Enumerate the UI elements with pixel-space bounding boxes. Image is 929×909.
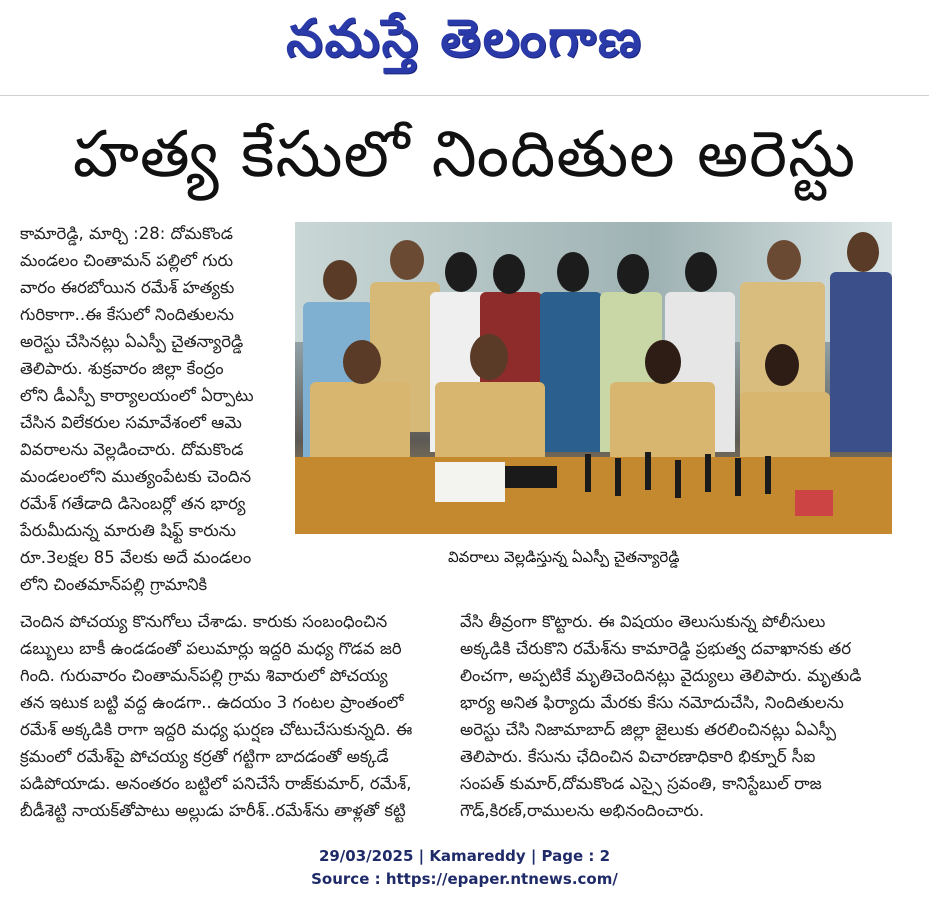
- officer-head: [343, 340, 381, 384]
- microphone: [705, 454, 711, 492]
- text-line: వివరాలను వెల్లడించారు. దోమకొండ: [20, 440, 244, 459]
- text-line: వారం ఈరబోయిన రమేశ్ హత్యకు: [20, 278, 235, 297]
- person: [830, 272, 892, 452]
- papers: [435, 462, 505, 502]
- text-line: లోని చింతమాన్‌పల్లి గ్రామానికి: [20, 575, 208, 594]
- text-line: గింది. గురువారం చింతామన్‌పల్లి గ్రామ శివారులో పోచయ్య: [20, 666, 388, 685]
- masked-head: [617, 254, 649, 294]
- microphone: [765, 456, 771, 494]
- text-line: రూ.3లక్షల 85 వేలకు అదే మండలం: [20, 548, 252, 567]
- microphone: [615, 458, 621, 496]
- phone-screen: [795, 490, 833, 516]
- text-line: కామారెడ్డి, మార్చి :28: దోమకొండ: [20, 224, 233, 243]
- headline: [0, 115, 929, 210]
- masked-head: [493, 254, 525, 294]
- headline-text: హత్య కేసులో నిందితుల అరెస్టు: [72, 118, 857, 192]
- article-column-a: [20, 220, 282, 598]
- masked-head: [557, 252, 589, 292]
- text-line: గురికాగా..ఈ కేసులో నిందితులను: [20, 305, 235, 324]
- photo-caption: వివరాలు వెల్లడిస్తున్న ఏఎస్పీ చైతన్యారెడ్డి: [448, 548, 680, 566]
- person-head: [390, 240, 424, 280]
- text-line: అరెస్టు చేసి నిజామాబాద్ జిల్లా జైలుకు తరలించినట్లు ఏఎస్పీ: [460, 720, 837, 739]
- page-footer: [0, 845, 929, 891]
- article-column-b: [20, 608, 445, 824]
- microphone: [645, 452, 651, 490]
- masthead: [0, 0, 929, 90]
- text-line: మండలంలోని ముత్యంపేటకు చెందిన: [20, 467, 252, 486]
- microphone: [675, 460, 681, 498]
- person-head: [847, 232, 879, 272]
- officer-head: [765, 344, 799, 386]
- edition-info: 29/03/2025 | Kamareddy | Page : 2: [318, 847, 611, 865]
- press-meet-photo: [295, 222, 892, 534]
- text-line: అక్కడికి చేరుకొని రమేశ్‌ను కామారెడ్డి ప్రభుత్వ దవాఖానకు తర: [460, 639, 852, 658]
- article-column-c: [460, 608, 892, 824]
- text-line: రమేశ్ అక్కడికి రాగా ఇద్దరి మధ్య ఘర్షణ చోటుచేసుకున్నది. ఈ: [20, 720, 413, 739]
- text-line: భార్య అనిత ఫిర్యాదు మేరకు కేసు నమోదుచేసి, నిందితులను: [460, 693, 844, 712]
- text-line: చెందిన పోచయ్య కొనుగోలు చేశాడు. కారుకు సంబంధించిన: [20, 612, 388, 631]
- text-line: తన ఇటుక బట్టి వద్ద ఉండగా.. ఉదయం 3 గంటల ప్రాంతంలో: [20, 693, 404, 712]
- person-head: [323, 260, 357, 300]
- newspaper-logo: నమస్తే తెలంగాణ: [286, 8, 643, 69]
- officer-head: [470, 334, 508, 380]
- person-head: [767, 240, 801, 280]
- microphone: [585, 454, 591, 492]
- text-line: వేసి తీవ్రంగా కొట్టారు. ఈ విషయం తెలుసుకున్న పోలీసులు: [460, 612, 826, 631]
- masked-head: [685, 252, 717, 292]
- text-line: మండలం చింతామన్ పల్లిలో గురు: [20, 251, 234, 270]
- text-line: లించగా, అప్పటికే మృతిచెందినట్లు వైద్యులు తెలిపారు. మృతుడి: [460, 666, 862, 685]
- text-line: చేసిన విలేకరుల సమావేశంలో ఆమె: [20, 413, 242, 432]
- text-line: తెలిపారు. కేసును ఛేదించిన విచారణాధికారి భిక్నూర్ సీఐ: [460, 747, 816, 766]
- source-link[interactable]: Source : https://epaper.ntnews.com/: [311, 870, 618, 888]
- text-line: క్రమంలో రమేశ్‌పై పోచయ్య కర్రతో గట్టిగా బాదడంతో అక్కడే: [20, 747, 389, 766]
- text-line: అరెస్టు చేసినట్లు ఏఎస్పీ చైతన్యారెడ్డి: [20, 332, 244, 351]
- text-line: లోని డీఎస్పీ కార్యాలయంలో ఏర్పాటు: [20, 386, 254, 405]
- text-line: తెలిపారు. శుక్రవారం జిల్లా కేంద్రం: [20, 359, 224, 378]
- text-line: రమేశ్ గతేడాది డిసెంబర్లో తన భార్య: [20, 494, 246, 513]
- text-line: పడిపోయాడు. అనంతరం బట్టిలో పనిచేసే రాజ్‌కుమార్, రమేశ్,: [20, 774, 412, 793]
- masthead-divider: [0, 95, 929, 96]
- officer-head: [645, 340, 681, 384]
- microphone: [735, 458, 741, 496]
- text-line: బీడీశెట్టి నాయక్‌తోపాటు అల్లుడు హరీశ్..రమేశ్‌ను తాళ్లతో కట్టి: [20, 801, 406, 820]
- person: [540, 292, 602, 452]
- text-line: సంపత్ కుమార్,దోమకొండ ఎస్సై స్రవంతి, కానిస్టేబుల్ రాజ: [460, 774, 822, 793]
- masked-head: [445, 252, 477, 292]
- phone: [505, 466, 557, 488]
- text-line: పేరుమీదున్న మారుతి షిఫ్ట్ కారును: [20, 521, 236, 540]
- text-line: డబ్బులు బాకీ ఉండడంతో పలుమార్లు ఇద్దరి మధ్య గొడవ జరి: [20, 639, 402, 658]
- text-line: గౌడ్,కిరణ్,రాములను అభినందించారు.: [460, 801, 705, 820]
